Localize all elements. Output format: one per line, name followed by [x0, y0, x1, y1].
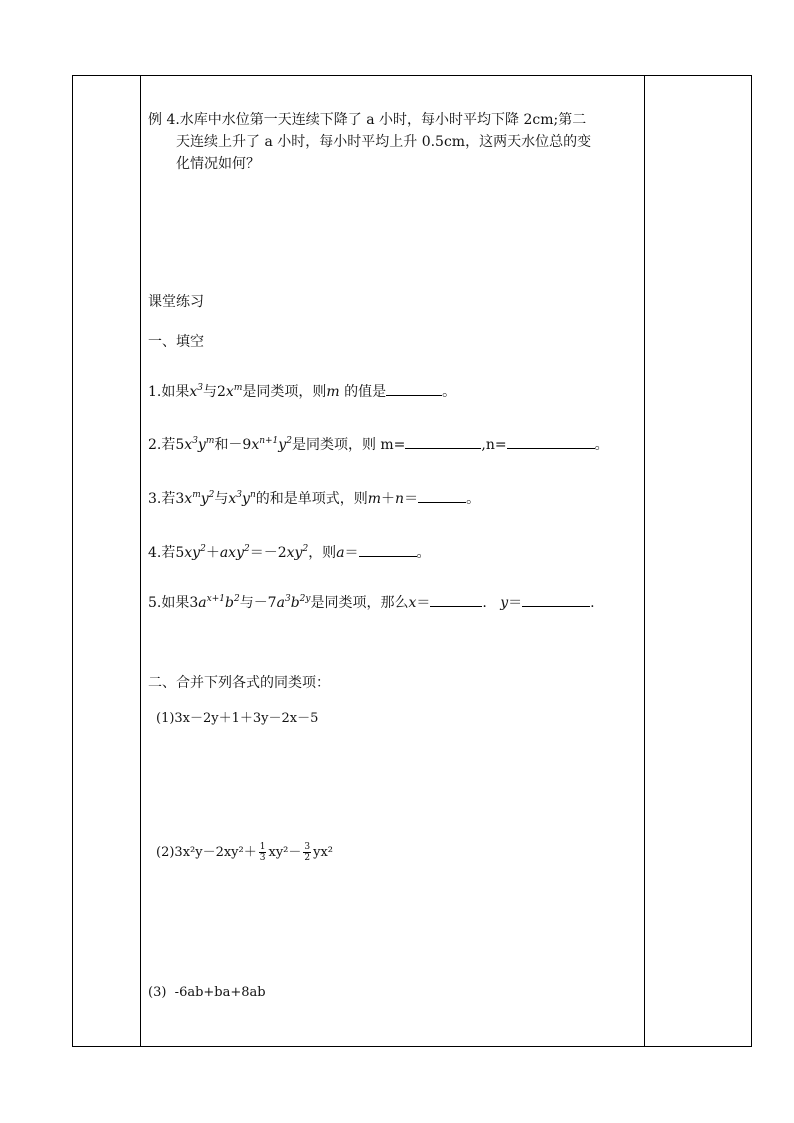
q5-sep: .	[482, 595, 487, 611]
section-fill-blank-heading: 一、填空	[148, 334, 204, 350]
q3-term-a: $3x^my^2$	[175, 490, 215, 507]
q2-sep: ,n=	[481, 437, 507, 453]
problem-2	[156, 841, 333, 863]
lesson-table	[72, 75, 752, 1047]
q2-n-blank[interactable]	[507, 436, 595, 449]
q1-prefix: 1.如果	[148, 384, 190, 400]
q4-answer-blank[interactable]	[359, 544, 417, 557]
q1-end: 。	[442, 384, 457, 400]
q3-prefix: 3.若	[148, 491, 176, 507]
q1-suffix: 是同类项，则	[242, 384, 327, 400]
q5-x-expr: x＝	[408, 595, 431, 611]
q3-mid: 与	[214, 491, 229, 507]
q2-suffix: 是同类项，则 m=	[291, 437, 406, 453]
section-combine-heading: 二、合并下列各式的同类项：	[148, 675, 330, 691]
q5-prefix: 5.如果	[148, 595, 190, 611]
example-4	[148, 109, 638, 175]
p2-part2: xy²－	[268, 845, 302, 860]
q4-prefix: 4.若	[148, 545, 176, 561]
q3-expr: m＋n＝	[367, 491, 419, 507]
q2-mid: 和	[214, 437, 229, 453]
q5-term-a: $3a^{x+1}b^2$	[189, 594, 240, 611]
q5-term-b: $-7a^3b^{2y}$	[253, 594, 311, 611]
q2-term-b: $-9x^{n+1}y^2$	[228, 436, 292, 453]
q5-suffix: 是同类项，那么	[310, 595, 409, 611]
q5-end: .	[590, 595, 595, 611]
question-3	[148, 488, 480, 508]
example-line-1: 例 4.水库中水位第一天连续下降了 a 小时，每小时平均下降 2cm;第二	[148, 112, 587, 128]
p2-label: (2)	[156, 845, 175, 860]
p2-fraction-1	[259, 842, 267, 863]
p2-frac2-num: 3	[304, 842, 311, 852]
q2-term-a: $5x^3y^m$	[175, 436, 215, 453]
q5-x-blank[interactable]	[430, 594, 482, 607]
p2-part1: 3x²y－2xy²＋	[174, 845, 257, 860]
q4-equation: $5xy^2+axy^2=-2xy^2$	[175, 544, 309, 561]
q3-suffix: 的和是单项式，则	[255, 491, 368, 507]
p2-part3: yx²	[313, 845, 333, 860]
column-divider-right	[644, 76, 645, 1046]
problem-1: (1)3x－2y＋1＋3y－2x－5	[156, 711, 319, 726]
practice-title: 课堂练习	[148, 294, 204, 310]
p2-frac1-num: 1	[259, 842, 266, 852]
q1-answer-blank[interactable]	[386, 383, 442, 396]
q4-end: 。	[416, 545, 431, 561]
q5-y-blank[interactable]	[522, 594, 590, 607]
q5-y-expr: y＝	[500, 595, 523, 611]
q1-mid: 与	[203, 384, 217, 400]
p2-fraction-2	[303, 842, 311, 863]
question-1	[148, 381, 456, 401]
column-divider-left	[140, 76, 141, 1046]
example-line-3: 化情况如何？	[176, 156, 260, 172]
q4-suffix: ，则	[308, 545, 337, 561]
q2-prefix: 2.若	[148, 437, 176, 453]
q3-term-b: $x^3y^n$	[228, 490, 256, 507]
q1-term-b: $2x^m$	[217, 383, 243, 400]
p2-frac2-den: 2	[304, 853, 311, 863]
question-4	[148, 542, 431, 562]
q2-end: 。	[594, 437, 609, 453]
question-2	[148, 434, 609, 454]
q4-expr: a＝	[336, 545, 359, 561]
q3-end: 。	[466, 491, 481, 507]
p2-frac1-den: 3	[259, 853, 266, 863]
q1-term-a: $x^3$	[189, 383, 203, 400]
q1-tail: 的值是	[344, 384, 387, 400]
q5-mid: 与	[239, 595, 254, 611]
example-line-2: 天连续上升了 a 小时，每小时平均上升 0.5cm，这两天水位总的变	[176, 134, 592, 150]
q2-m-blank[interactable]	[405, 436, 481, 449]
question-5	[148, 592, 595, 612]
problem-3: (3) -6ab+ba+8ab	[148, 985, 266, 1000]
q1-var: m	[326, 384, 340, 400]
q3-answer-blank[interactable]	[418, 490, 466, 503]
